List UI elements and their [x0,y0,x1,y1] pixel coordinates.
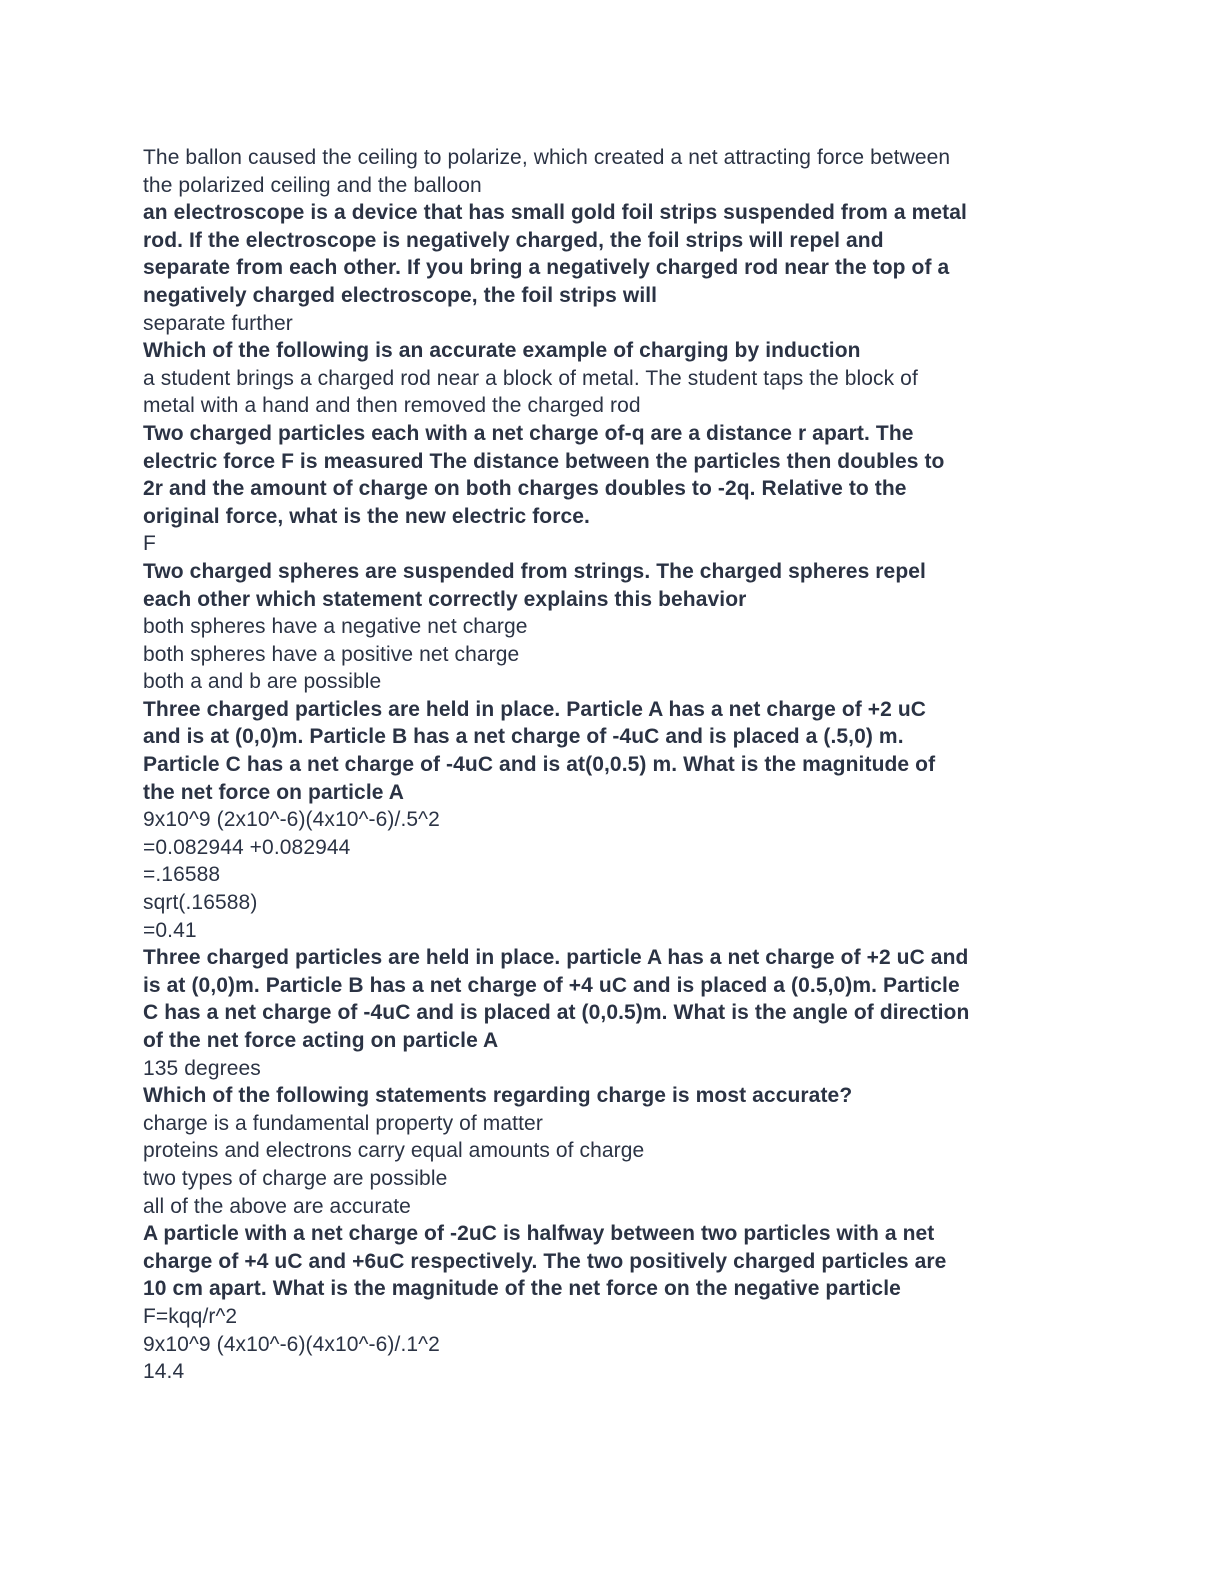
text-line: 10 cm apart. What is the magnitude of the net force on the negative particle [143,1277,901,1301]
text-line: A particle with a net charge of -2uC is halfway between two particles with a net [143,1222,935,1246]
text-line: two types of charge are possible [143,1166,448,1190]
text-line: the polarized ceiling and the balloon [143,173,482,197]
text-line: separate from each other. If you bring a negatively charged rod near the top of a [143,256,950,280]
text-line: proteins and electrons carry equal amounts of charge [143,1139,645,1163]
text-line: rod. If the electroscope is negatively charged, the foil strips will repel and [143,228,884,252]
text-line: sqrt(.16588) [143,891,258,915]
text-line: Which of the following is an accurate example of charging by induction [143,339,861,363]
text-line: The ballon caused the ceiling to polarize, which created a net attracting force between [143,146,951,169]
text-line: and is at (0,0)m. Particle B has a net charge of -4uC and is placed a (.5,0) m. [143,725,904,749]
text-line: charge is a fundamental property of matter [143,1111,543,1135]
text-line: 14.4 [143,1360,185,1384]
text-line: is at (0,0)m. Particle B has a net charge of +4 uC and is placed a (0.5,0)m. Particle [143,973,960,997]
text-line: an electroscope is a device that has small gold foil strips suspended from a metal [143,201,967,225]
text-line: 2r and the amount of charge on both charges doubles to -2q. Relative to the [143,477,907,501]
text-line: Particle C has a net charge of -4uC and is at(0,0.5) m. What is the magnitude of [143,753,936,777]
text-line: all of the above are accurate [143,1194,411,1218]
text-line: the net force on particle A [143,780,404,804]
text-line: separate further [143,311,293,335]
text-line: metal with a hand and then removed the charged rod [143,394,641,418]
text-line: =0.082944 +0.082944 [143,835,351,859]
text-line: 9x10^9 (4x10^-6)(4x10^-6)/.1^2 [143,1332,440,1356]
text-line: negatively charged electroscope, the foil strips will [143,283,658,307]
text-line: 135 degrees [143,1056,261,1080]
text-line: charge of +4 uC and +6uC respectively. The two positively charged particles are [143,1249,947,1273]
text-line: both a and b are possible [143,670,382,694]
text-line: both spheres have a positive net charge [143,642,520,666]
text-line: C has a net charge of -4uC and is placed at (0,0.5)m. What is the angle of direction [143,1001,970,1025]
text-line: Three charged particles are held in place. Particle A has a net charge of +2 uC [143,697,927,721]
text-line: each other which statement correctly explains this behavior [143,587,747,611]
text-line: original force, what is the new electric force. [143,504,590,528]
text-line: electric force F is measured The distance between the particles then doubles to [143,449,945,473]
text-line: of the net force acting on particle A [143,1029,499,1052]
text-line: Which of the following statements regarding charge is most accurate? [143,1084,853,1108]
text-line: Two charged particles each with a net charge of-q are a distance r apart. The [143,421,914,445]
text-line: F=kqq/r^2 [143,1304,238,1328]
document-body [143,144,1088,1386]
text-line: =0.41 [143,918,197,942]
text-line: 9x10^9 (2x10^-6)(4x10^-6)/.5^2 [143,808,440,832]
text-line: =.16588 [143,863,221,887]
text-line: Three charged particles are held in place. particle A has a net charge of +2 uC and [143,946,969,970]
text-line: F [143,532,156,556]
text-line: a student brings a charged rod near a block of metal. The student taps the block of [143,366,918,390]
text-line: Two charged spheres are suspended from strings. The charged spheres repel [143,559,926,583]
text-line: both spheres have a negative net charge [143,615,528,639]
